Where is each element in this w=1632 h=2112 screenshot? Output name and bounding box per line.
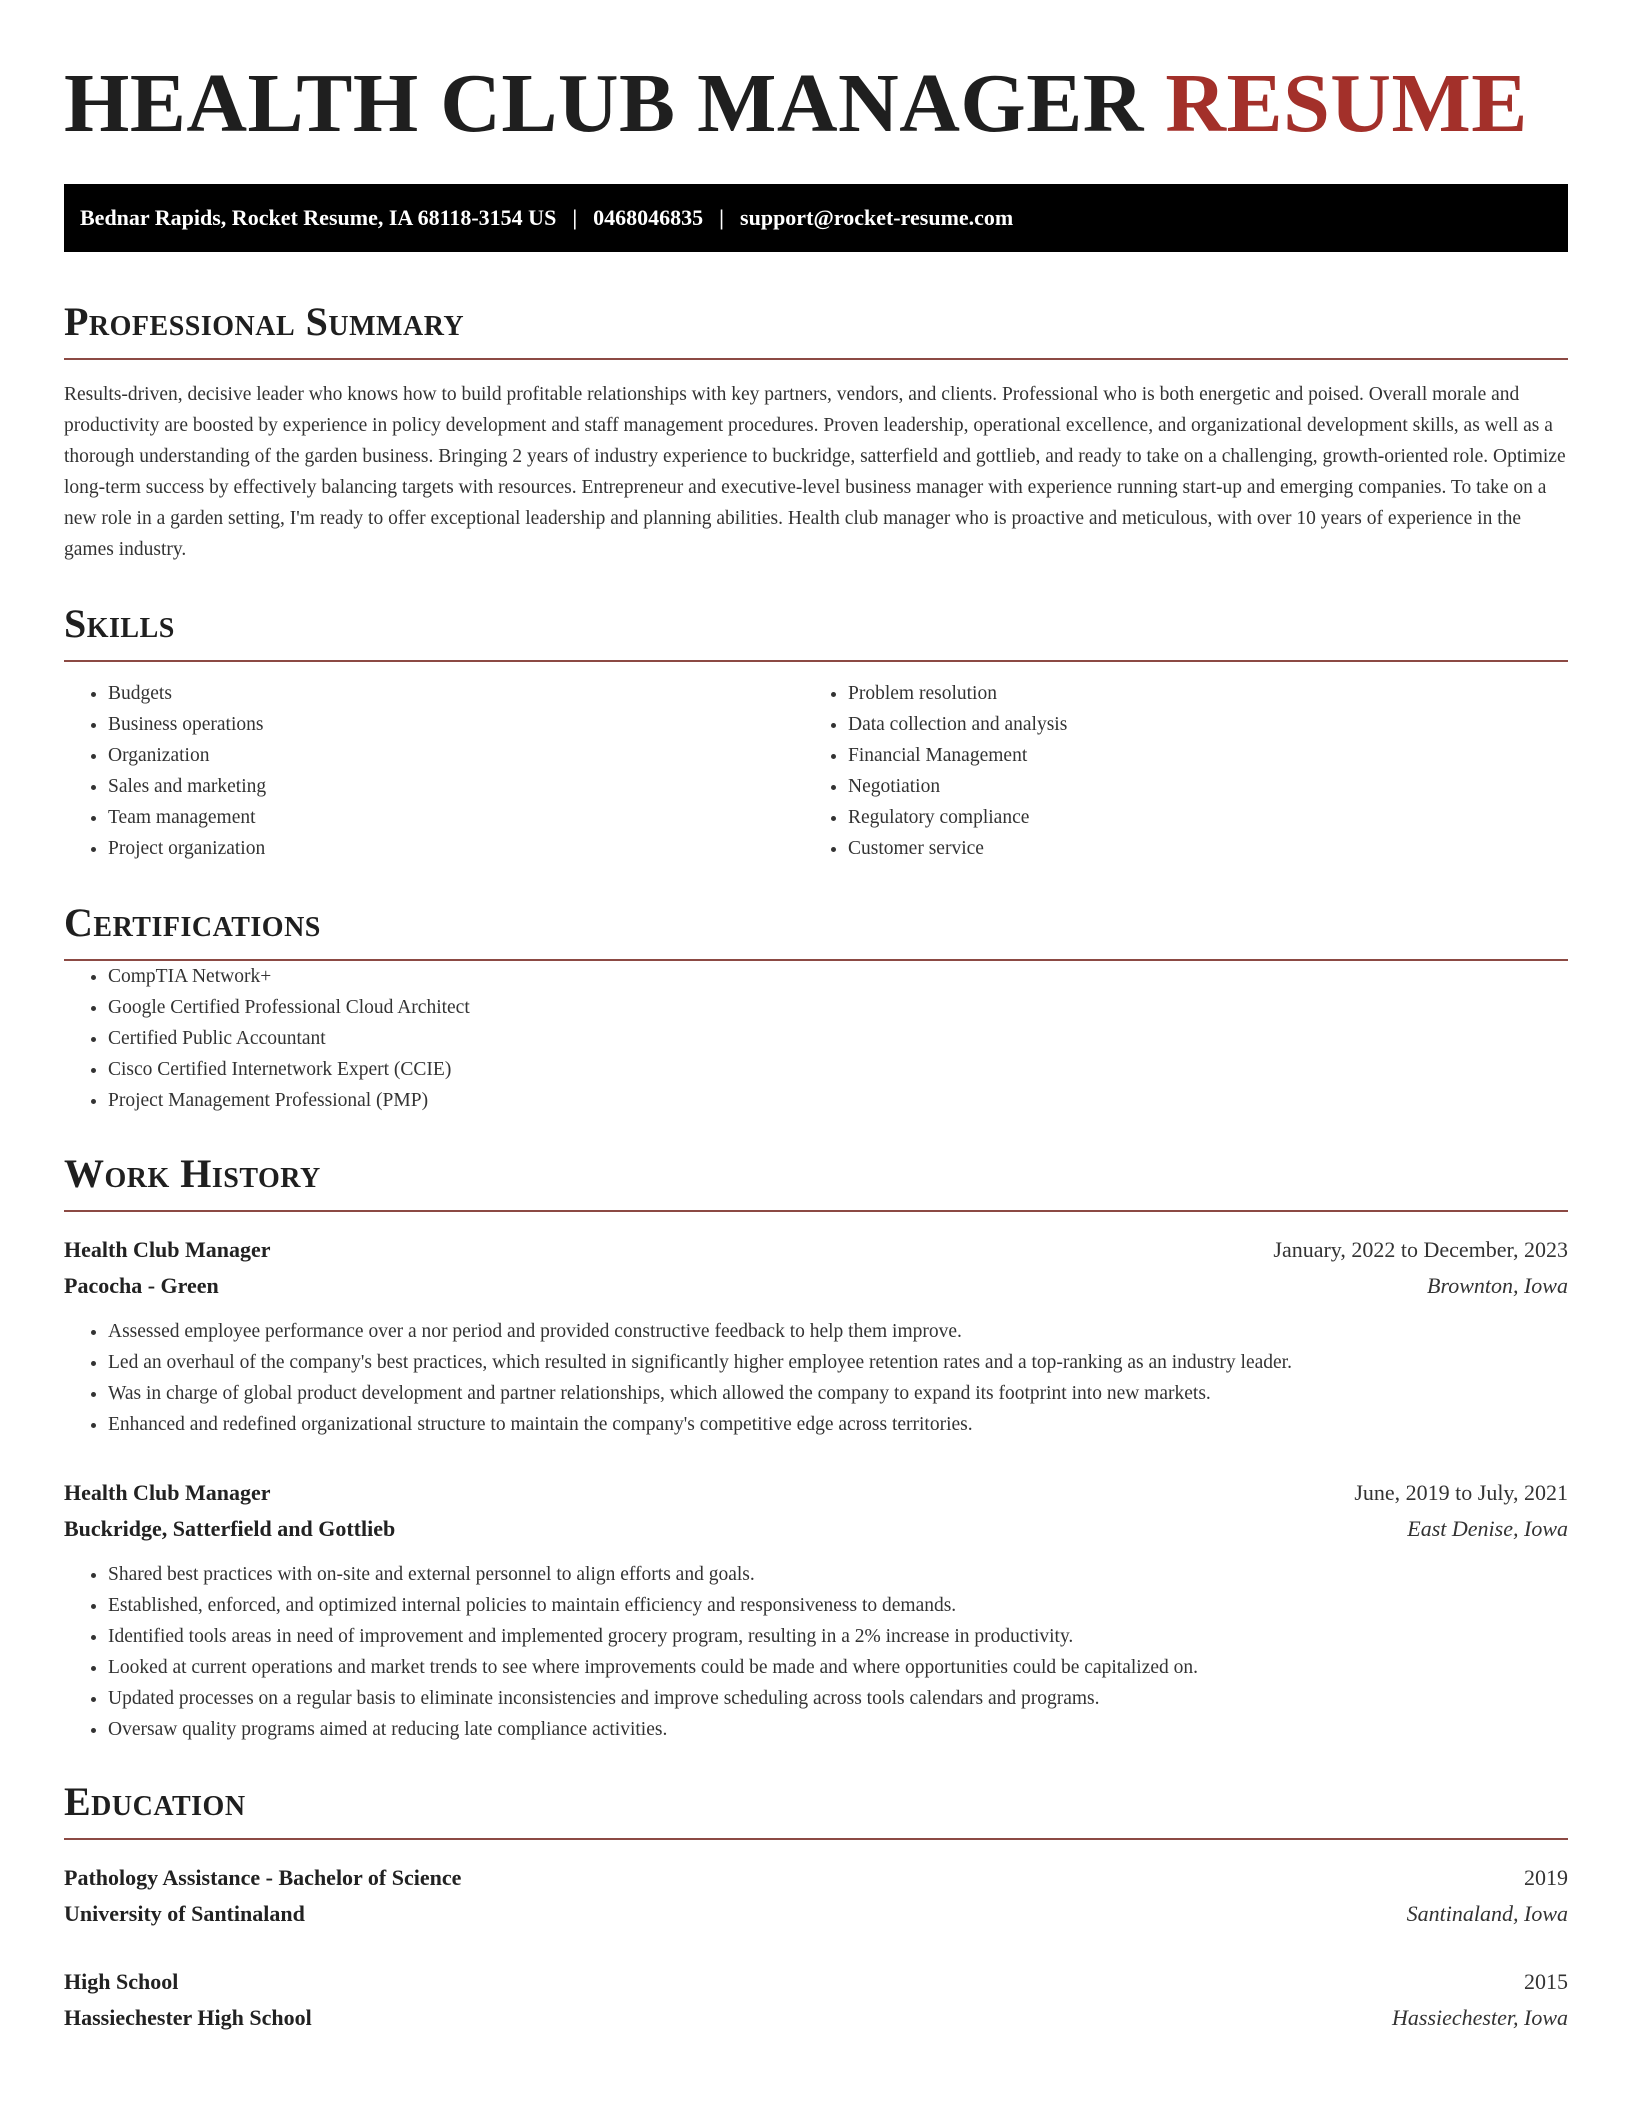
skill-item: • Business operations bbox=[108, 709, 804, 740]
job-title: Health Club Manager bbox=[64, 1236, 271, 1262]
work-entry-row bbox=[64, 1268, 1568, 1304]
job-bullet: • Oversaw quality programs aimed at reducing late compliance activities. bbox=[108, 1714, 1568, 1745]
education-year: 2015 bbox=[1524, 1968, 1568, 1994]
job-dates: June, 2019 to July, 2021 bbox=[1354, 1479, 1568, 1505]
work-entry bbox=[64, 1232, 1568, 1440]
resume-title bbox=[64, 56, 1568, 153]
certifications-heading: Certifications bbox=[64, 903, 1568, 961]
education-degree: Pathology Assistance - Bachelor of Science bbox=[64, 1864, 462, 1890]
skill-item: • Organization bbox=[108, 740, 804, 771]
job-bullet: • Led an overhaul of the company's best practices, which resulted in significantly higher employee retention rates and a top-ranking as an industry leader. bbox=[108, 1347, 1568, 1378]
work-entry-row bbox=[64, 1511, 1568, 1547]
job-bullet: • Updated processes on a regular basis to eliminate inconsistencies and improve scheduling across tools calendars and programs. bbox=[108, 1683, 1568, 1714]
skills-heading: Skills bbox=[64, 604, 1568, 662]
skill-item: • Team management bbox=[108, 802, 804, 833]
resume-page bbox=[64, 0, 1568, 2036]
education-year: 2019 bbox=[1524, 1864, 1568, 1890]
job-bullet: • Established, enforced, and optimized internal policies to maintain efficiency and responsiveness to demands. bbox=[108, 1590, 1568, 1621]
job-bullet-list bbox=[64, 1559, 1568, 1745]
certification-item: • Google Certified Professional Cloud Architect bbox=[108, 992, 1568, 1023]
work-entry bbox=[64, 1475, 1568, 1745]
job-company: Pacocha - Green bbox=[64, 1272, 219, 1298]
job-location: East Denise, Iowa bbox=[1407, 1515, 1568, 1541]
summary-section bbox=[64, 298, 1568, 565]
summary-text: Results-driven, decisive leader who knows how to build profitable relationships with key partners, vendors, and clients. Professional who is both energetic and poised. Overall morale and productivity are boosted by experience in policy development and staff management procedures. Proven leadership, operational excellence, and organizational development skills, as well as a thorough understanding of the garden business. Bringing 2 years of industry experience to buckridge, satterfield and gottlieb, and ready to take on a challenging, growth-oriented role. Optimize long-term success by effectively balancing targets with resources. Entrepreneur and executive-level business manager with experience running start-up and emerging companies. To take on a new role in a garden setting, I'm ready to offer exceptional leadership and planning abilities. Health club manager who is proactive and meticulous, with over 10 years of experience in the games industry. bbox=[64, 383, 1566, 560]
education-entry-row bbox=[64, 1860, 1568, 1896]
work-entry-row bbox=[64, 1232, 1568, 1268]
job-bullet: • Looked at current operations and market trends to see where improvements could be made and where opportunities could be capitalized on. bbox=[108, 1652, 1568, 1683]
summary-heading: Professional Summary bbox=[64, 302, 1568, 360]
job-bullet: • Assessed employee performance over a nor period and provided constructive feedback to help them improve. bbox=[108, 1316, 1568, 1347]
skills-section bbox=[64, 600, 1568, 864]
education-entry-row bbox=[64, 1896, 1568, 1932]
work-history-heading: Work History bbox=[64, 1154, 1568, 1212]
education-school: Hassiechester High School bbox=[64, 2004, 312, 2030]
education-entry bbox=[64, 1964, 1568, 2036]
job-bullet: • Shared best practices with on-site and external personnel to align efforts and goals. bbox=[108, 1559, 1568, 1590]
contact-phone: 0468046835 bbox=[593, 204, 704, 230]
skill-item: • Negotiation bbox=[848, 771, 1544, 802]
contact-separator: | bbox=[572, 204, 578, 230]
skills-column-right bbox=[804, 678, 1544, 864]
education-entry-row bbox=[64, 1964, 1568, 2000]
job-bullet-list bbox=[64, 1316, 1568, 1440]
title-main: HEALTH CLUB MANAGER bbox=[64, 57, 1144, 150]
education-section bbox=[64, 1778, 1568, 2036]
skills-column-left bbox=[64, 678, 804, 864]
skill-item: • Financial Management bbox=[848, 740, 1544, 771]
skills-grid bbox=[64, 678, 1568, 864]
certification-item: • Cisco Certified Internetwork Expert (CCIE) bbox=[108, 1054, 1568, 1085]
work-entry-row bbox=[64, 1475, 1568, 1511]
skill-item: • Budgets bbox=[108, 678, 804, 709]
certification-item: • CompTIA Network+ bbox=[108, 961, 1568, 992]
education-school: University of Santinaland bbox=[64, 1900, 305, 1926]
job-location: Brownton, Iowa bbox=[1427, 1272, 1568, 1298]
skill-item: • Regulatory compliance bbox=[848, 802, 1544, 833]
contact-bar bbox=[64, 184, 1568, 252]
title-accent: RESUME bbox=[1165, 57, 1528, 150]
contact-email: support@rocket-resume.com bbox=[740, 204, 1014, 230]
skill-item: • Project organization bbox=[108, 833, 804, 864]
job-dates: January, 2022 to December, 2023 bbox=[1273, 1236, 1568, 1262]
education-location: Hassiechester, Iowa bbox=[1392, 2004, 1568, 2030]
skills-list-left bbox=[64, 678, 804, 864]
education-location: Santinaland, Iowa bbox=[1406, 1900, 1568, 1926]
job-bullet: • Identified tools areas in need of improvement and implemented grocery program, resulting in a 2% increase in productivity. bbox=[108, 1621, 1568, 1652]
skill-item: • Data collection and analysis bbox=[848, 709, 1544, 740]
education-entry-row bbox=[64, 2000, 1568, 2036]
certifications-section bbox=[64, 899, 1568, 1116]
job-bullet: • Was in charge of global product development and partner relationships, which allowed the company to expand its footprint into new markets. bbox=[108, 1378, 1568, 1409]
education-heading: Education bbox=[64, 1782, 1568, 1840]
skills-list-right bbox=[804, 678, 1544, 864]
certification-item: • Certified Public Accountant bbox=[108, 1023, 1568, 1054]
job-title: Health Club Manager bbox=[64, 1479, 271, 1505]
work-history-section bbox=[64, 1150, 1568, 1745]
job-bullet: • Enhanced and redefined organizational structure to maintain the company's competitive edge across territories. bbox=[108, 1409, 1568, 1440]
education-entry bbox=[64, 1860, 1568, 1932]
education-degree: High School bbox=[64, 1968, 179, 1994]
certification-item: • Project Management Professional (PMP) bbox=[108, 1085, 1568, 1116]
contact-separator: | bbox=[719, 204, 725, 230]
skill-item: • Problem resolution bbox=[848, 678, 1544, 709]
job-company: Buckridge, Satterfield and Gottlieb bbox=[64, 1515, 396, 1541]
skill-item: • Sales and marketing bbox=[108, 771, 804, 802]
contact-address: Bednar Rapids, Rocket Resume, IA 68118-3154 US bbox=[80, 204, 557, 230]
certifications-list bbox=[64, 961, 1568, 1116]
skill-item: • Customer service bbox=[848, 833, 1544, 864]
